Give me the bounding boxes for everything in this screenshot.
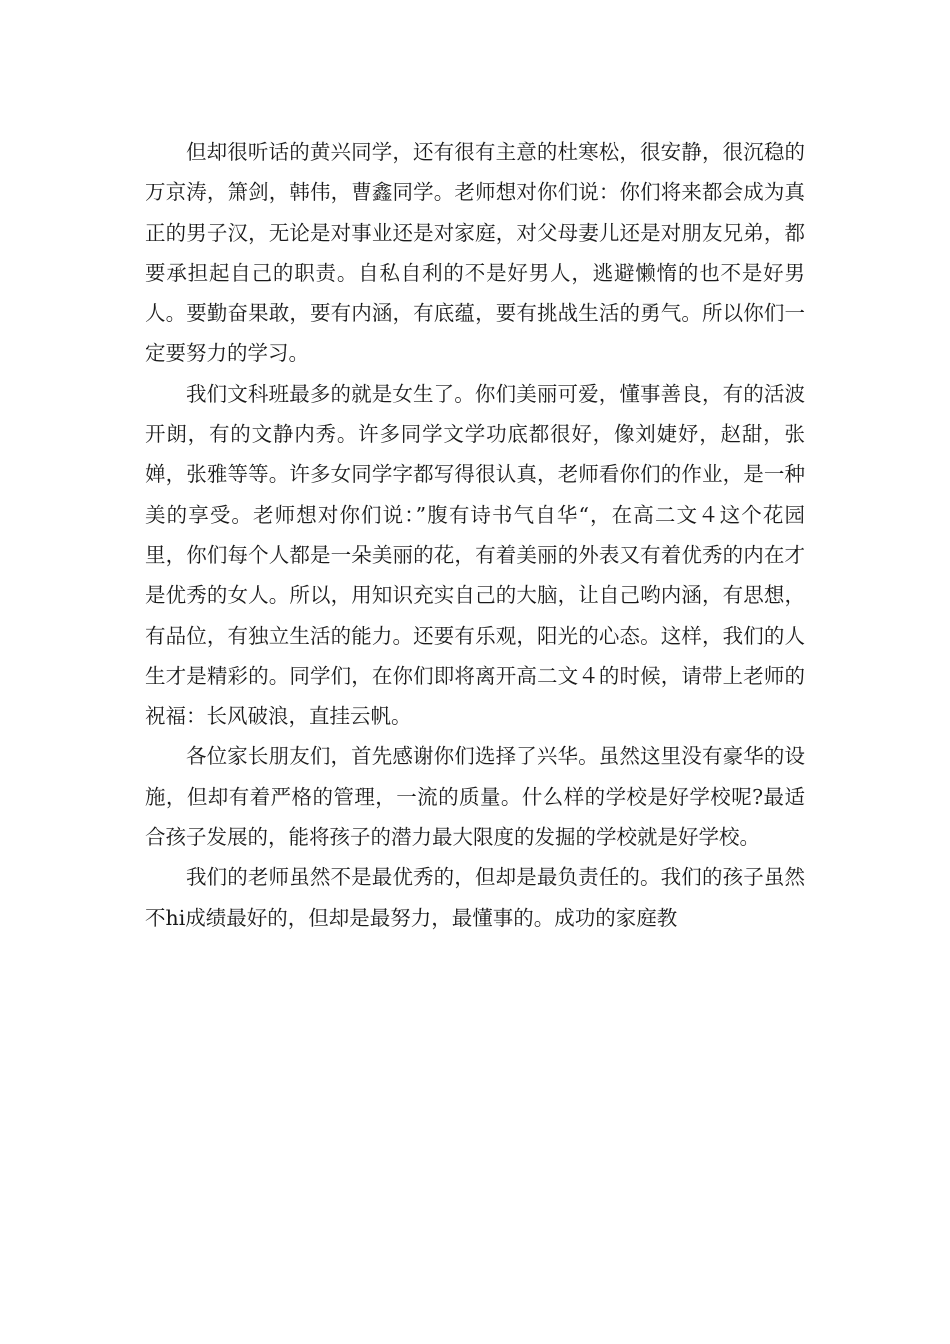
paragraph-1: 但却很听话的黄兴同学，还有很有主意的杜寒松，很安静，很沉稳的万京涛，箫剑，韩伟，曹鑫同学。老师想对你们说：你们将来都会成为真正的男子汉，无论是对事业还是对家庭，对父母妻儿还是对朋友兄弟，都要承担起自己的职责。自私自利的不是好男人，逃避懒惰的也不是好男人。要勤奋果敢，要有内涵，有底蕴，要有挑战生活的勇气。所以你们一定要努力的学习。	[145, 140, 805, 366]
paragraph-2: 我们文科班最多的就是女生了。你们美丽可爱，懂事善良，有的活波开朗，有的文静内秀。许多同学文学功底都很好，像刘婕妤，赵甜，张婵，张雅等等。许多女同学字都写得很认真，老师看你们的作业，是一种美的享受。老师想对你们说：”腹有诗书气自华“，在高二文４这个花园里，你们每个人都是一朵美丽的花，有着美丽的外表又有着优秀的内在才是优秀的女人。所以，用知识充实自己的大脑，让自己哟内涵，有思想，有品位，有独立生活的能力。还要有乐观，阳光的心态。这样，我们的人生才是精彩的。同学们，在你们即将离开高二文４的时候，请带上老师的祝福：长风破浪，直挂云帆。	[145, 381, 805, 729]
document-body	[145, 132, 805, 938]
paragraph-3: 各位家长朋友们，首先感谢你们选择了兴华。虽然这里没有豪华的设施，但却有着严格的管理，一流的质量。什么样的学校是好学校呢?最适合孩子发展的，能将孩子的潜力最大限度的发掘的学校就是好学校。	[145, 744, 805, 850]
paragraph-4: 我们的老师虽然不是最优秀的，但却是最负责任的。我们的孩子虽然不hi成绩最好的，但却是最努力，最懂事的。成功的家庭教	[145, 865, 805, 930]
